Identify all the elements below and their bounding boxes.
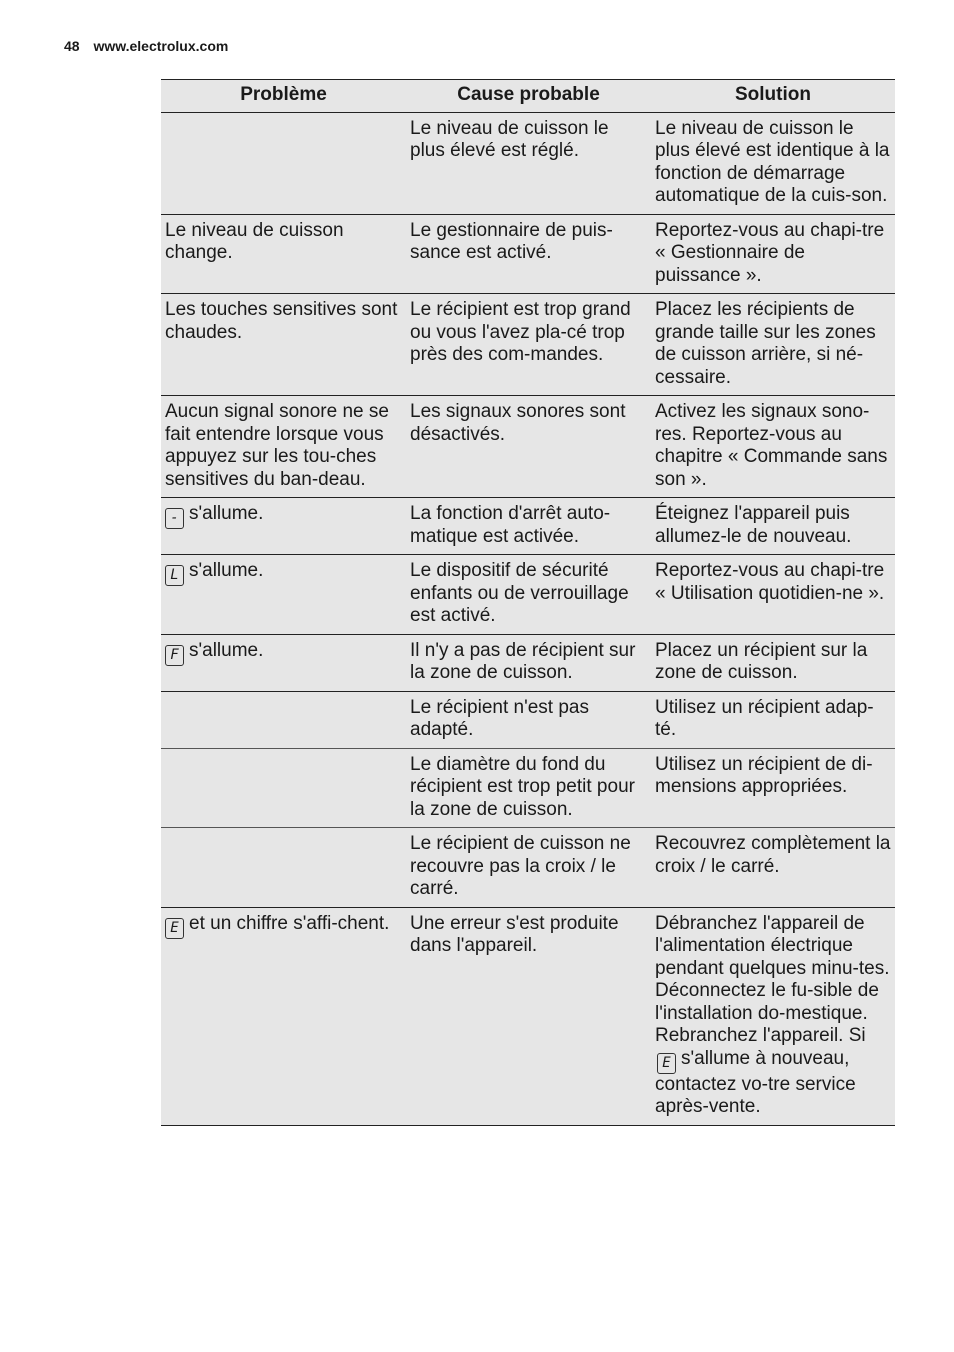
page-number: 48 bbox=[64, 38, 80, 54]
table-row bbox=[161, 294, 895, 396]
solution-cell: Utilisez un récipient de di-mensions appropriées. bbox=[651, 748, 895, 828]
website-url: www.electrolux.com bbox=[93, 38, 229, 54]
troubleshooting-table bbox=[161, 79, 895, 1126]
column-header-problem: Problème bbox=[161, 80, 406, 113]
problem-cell bbox=[161, 634, 406, 691]
solution-cell: Recouvrez complètement la croix / le carré. bbox=[651, 828, 895, 908]
cause-cell: Il n'y a pas de récipient sur la zone de cuisson. bbox=[406, 634, 651, 691]
cause-cell: Le récipient n'est pas adapté. bbox=[406, 691, 651, 748]
table-row bbox=[161, 691, 895, 748]
solution-cell: Éteignez l'appareil puis allumez-le de nouveau. bbox=[651, 498, 895, 555]
table-header-row bbox=[161, 80, 895, 113]
table-row bbox=[161, 828, 895, 908]
solution-cell: Placez un récipient sur la zone de cuisson. bbox=[651, 634, 895, 691]
table-row bbox=[161, 112, 895, 214]
problem-text: s'allume. bbox=[189, 503, 264, 524]
display-dash-symbol-icon: - bbox=[165, 508, 184, 529]
problem-cell: Aucun signal sonore ne se fait entendre lorsque vous appuyez sur les tou-ches sensitives du ban-deau. bbox=[161, 396, 406, 498]
table-row bbox=[161, 396, 895, 498]
problem-cell bbox=[161, 498, 406, 555]
table-row bbox=[161, 498, 895, 555]
solution-text-after: s'allume à nouveau, contactez vo-tre service après-vente. bbox=[655, 1047, 856, 1117]
problem-cell bbox=[161, 748, 406, 828]
solution-cell: Reportez-vous au chapi-tre « Gestionnaire de puissance ». bbox=[651, 214, 895, 294]
display-f-symbol-icon: F bbox=[165, 645, 184, 666]
solution-cell bbox=[651, 907, 895, 1125]
display-lock-symbol-icon: L bbox=[165, 565, 184, 586]
cause-cell: Le récipient de cuisson ne recouvre pas la croix / le carré. bbox=[406, 828, 651, 908]
cause-cell: Le diamètre du fond du récipient est trop petit pour la zone de cuisson. bbox=[406, 748, 651, 828]
problem-cell bbox=[161, 907, 406, 1125]
cause-cell: La fonction d'arrêt auto-matique est activée. bbox=[406, 498, 651, 555]
table-row bbox=[161, 634, 895, 691]
cause-cell: Le gestionnaire de puis-sance est activé. bbox=[406, 214, 651, 294]
cause-cell: Le récipient est trop grand ou vous l'avez pla-cé trop près des com-mandes. bbox=[406, 294, 651, 396]
solution-cell: Le niveau de cuisson le plus élevé est identique à la fonction de démarrage automatique de la cuis-son. bbox=[651, 112, 895, 214]
solution-cell: Utilisez un récipient adap-té. bbox=[651, 691, 895, 748]
problem-cell bbox=[161, 691, 406, 748]
cause-cell: Une erreur s'est produite dans l'appareil. bbox=[406, 907, 651, 1125]
cause-cell: Le dispositif de sécurité enfants ou de verrouillage est activé. bbox=[406, 555, 651, 635]
problem-cell bbox=[161, 112, 406, 214]
problem-cell: Le niveau de cuisson change. bbox=[161, 214, 406, 294]
display-e-symbol-icon: E bbox=[657, 1053, 676, 1074]
problem-cell bbox=[161, 555, 406, 635]
cause-cell: Le niveau de cuisson le plus élevé est réglé. bbox=[406, 112, 651, 214]
problem-text: et un chiffre s'affi-chent. bbox=[189, 912, 390, 934]
column-header-cause: Cause probable bbox=[406, 80, 651, 113]
problem-cell: Les touches sensitives sont chaudes. bbox=[161, 294, 406, 396]
solution-text-before: Débranchez l'appareil de l'alimentation électrique pendant quelques minu-tes. Déconnectez le fu-sible de l'installation do-mestique. Rebranchez l'appareil. Si bbox=[655, 912, 890, 1046]
problem-text: s'allume. bbox=[189, 639, 264, 661]
display-e-symbol-icon: E bbox=[165, 918, 184, 939]
table-row bbox=[161, 907, 895, 1125]
cause-cell: Les signaux sonores sont désactivés. bbox=[406, 396, 651, 498]
problem-text: s'allume. bbox=[189, 560, 264, 581]
solution-cell: Placez les récipients de grande taille sur les zones de cuisson arrière, si né-cessaire. bbox=[651, 294, 895, 396]
solution-cell: Reportez-vous au chapi-tre « Utilisation quotidien-ne ». bbox=[651, 555, 895, 635]
table-row bbox=[161, 748, 895, 828]
page-header bbox=[64, 38, 228, 54]
problem-cell bbox=[161, 828, 406, 908]
table-row bbox=[161, 555, 895, 635]
table-row bbox=[161, 214, 895, 294]
column-header-solution: Solution bbox=[651, 80, 895, 113]
solution-cell: Activez les signaux sono-res. Reportez-vous au chapitre « Commande sans son ». bbox=[651, 396, 895, 498]
